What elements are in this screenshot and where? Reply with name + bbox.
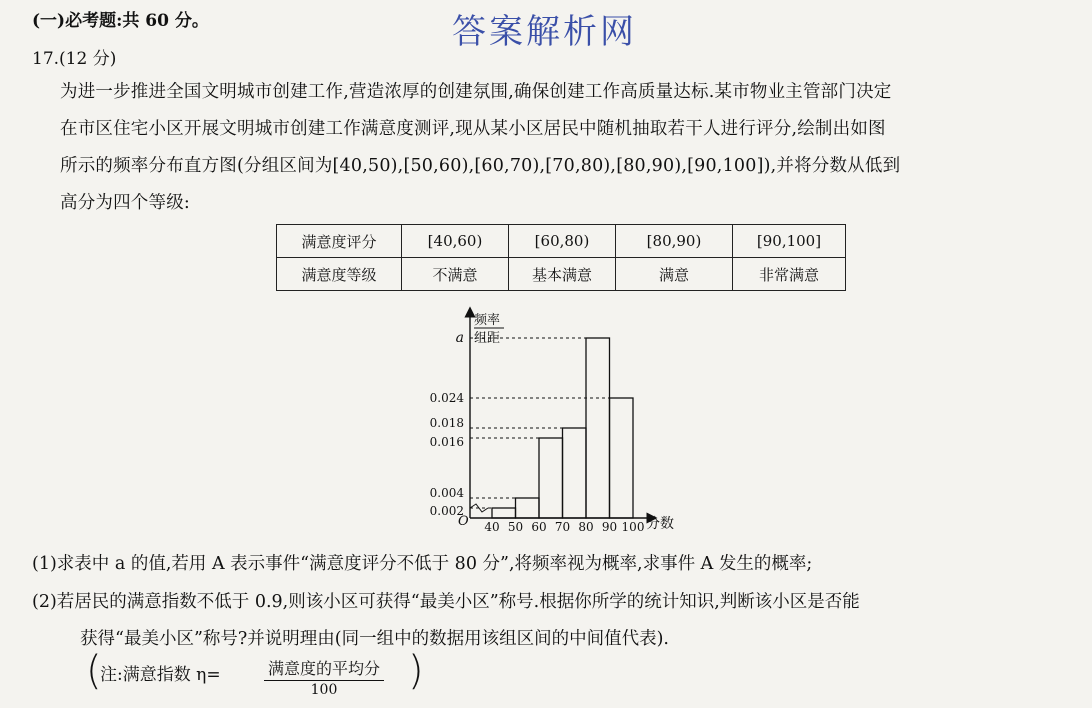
table-cell: 基本满意 [509, 258, 616, 291]
origin-label: O [458, 514, 469, 529]
question-number: 17.(12 分) [32, 49, 117, 69]
x-tick-label: 50 [507, 520, 524, 534]
table-cell: 不满意 [402, 258, 509, 291]
note-fraction [264, 656, 384, 698]
table-header-cell: 满意度评分 [277, 225, 402, 258]
y-tick-label: 0.024 [429, 391, 464, 405]
x-tick-label: 90 [601, 520, 618, 534]
y-label-bottom: 组距 [474, 331, 501, 346]
x-tick-label: 80 [578, 520, 594, 534]
histogram-bar [586, 338, 610, 518]
histogram-bar [492, 508, 516, 518]
site-watermark: 答案解析网 [452, 12, 637, 52]
note-numerator: 满意度的平均分 [264, 656, 384, 681]
table-cell: [40,60) [402, 225, 509, 258]
y-tick-label: 0.004 [429, 486, 464, 500]
note-left-paren: ( [86, 648, 102, 694]
question-part-1: (1)求表中 a 的值,若用 A 表示事件“满意度评分不低于 80 分”,将频率视为概率,求事件 A 发生的概率; [32, 554, 813, 574]
intro-line-2: 在市区住宅小区开展文明城市创建工作满意度测评,现从某小区居民中随机抽取若干人进行评分,绘制出如图 [60, 119, 886, 139]
intro-line-4: 高分为四个等级: [60, 193, 190, 213]
histogram-bar [539, 438, 563, 518]
x-tick-label: 100 [621, 520, 645, 534]
x-tick-label: 70 [554, 520, 571, 534]
intro-line-3: 所示的频率分布直方图(分组区间为[40,50),[50,60),[60,70),[70,80),[80,90),[90,100]),并将分数从低到 [60, 156, 901, 176]
histogram-bar [516, 498, 540, 518]
table-row [277, 258, 846, 291]
table-cell: 非常满意 [733, 258, 846, 291]
section-heading: (一)必考题:共 60 分。 [32, 11, 209, 31]
y-tick-label: a [455, 330, 464, 346]
note-right-paren: ) [408, 648, 424, 694]
x-tick-label: 60 [531, 520, 547, 534]
note-prefix: 注:满意指数 η= [100, 665, 221, 685]
histogram-bar [563, 428, 587, 518]
x-axis-label: 分数 [646, 516, 674, 532]
table-cell: [60,80) [509, 225, 616, 258]
table-cell: [80,90) [616, 225, 733, 258]
y-label-top: 频率 [474, 313, 501, 328]
intro-line-1: 为进一步推进全国文明城市创建工作,营造浓厚的创建氛围,确保创建工作高质量达标.某市物业主管部门决定 [60, 82, 892, 102]
table-row [277, 225, 846, 258]
table-cell: [90,100] [733, 225, 846, 258]
frequency-histogram [400, 300, 700, 538]
y-tick-label: 0.002 [429, 504, 464, 518]
note-denominator: 100 [310, 682, 338, 698]
grade-table [276, 224, 846, 291]
question-part-2-line-2: 获得“最美小区”称号?并说明理由(同一组中的数据用该组区间的中间值代表). [80, 629, 669, 649]
y-tick-label: 0.018 [429, 416, 464, 430]
histogram-bar [610, 398, 634, 518]
question-part-2-line-1: (2)若居民的满意指数不低于 0.9,则该小区可获得“最美小区”称号.根据你所学的统计知识,判断该小区是否能 [32, 592, 860, 612]
x-tick-label: 40 [484, 520, 500, 534]
table-cell: 满意 [616, 258, 733, 291]
table-header-cell: 满意度等级 [277, 258, 402, 291]
y-tick-label: 0.016 [429, 435, 464, 449]
